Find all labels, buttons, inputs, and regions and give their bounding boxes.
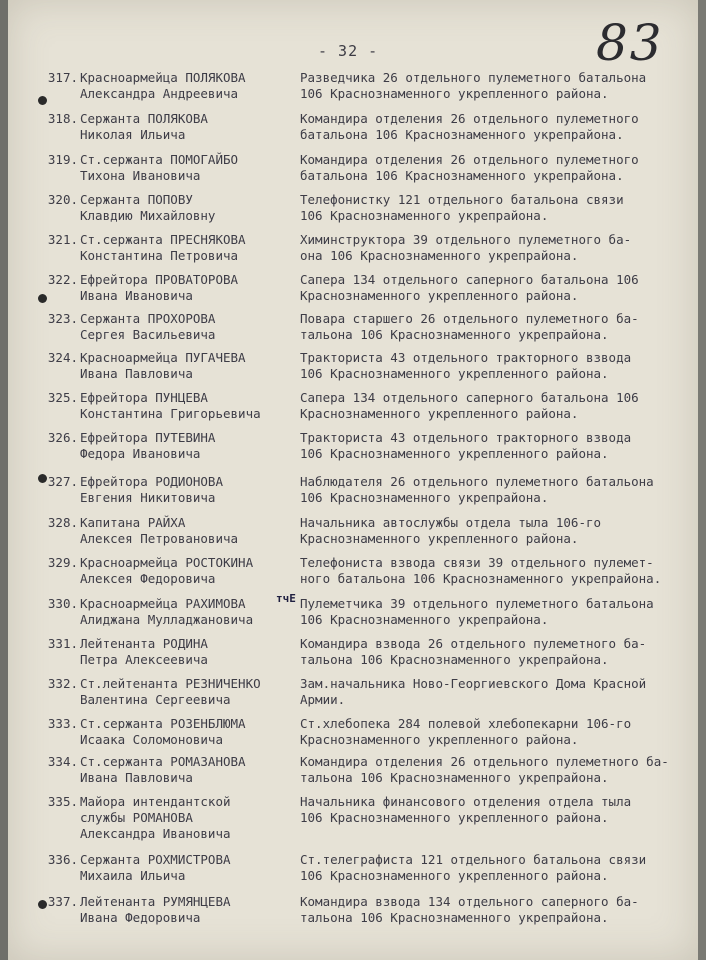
unit-line: батальона 106 Краснознаменного укрепрайона. (300, 168, 624, 183)
entry-number: 337. (47, 894, 78, 909)
unit-line: 106 Краснознаменного укрепрайона. (300, 490, 549, 505)
entry-name (80, 430, 298, 462)
unit-line: Командира взвода 26 отдельного пулеметного ба- (300, 636, 647, 651)
unit-line: тальона 106 Краснознаменного укрепрайона. (300, 910, 609, 925)
award-entry (0, 474, 706, 518)
entry-name (80, 474, 298, 506)
entry-name (80, 70, 298, 102)
name-line: службы РОМАНОВА (80, 810, 193, 825)
unit-line: 106 Краснознаменного укрепленного района. (300, 810, 609, 825)
entry-number: 330. (47, 596, 78, 611)
name-line: Красноармейца ПУГАЧЕВА (80, 350, 246, 365)
entry-unit (300, 474, 696, 506)
award-entry (0, 272, 706, 316)
unit-line: тальона 106 Краснознаменного укрепрайона. (300, 652, 609, 667)
entry-name (80, 852, 298, 884)
entry-unit (300, 311, 696, 343)
name-line: Константина Григорьевича (80, 406, 261, 421)
entry-unit (300, 152, 696, 184)
award-entry (0, 754, 706, 798)
award-entry (0, 515, 706, 559)
entry-unit (300, 350, 696, 382)
handwritten-correction: тчЕ (276, 592, 296, 605)
unit-line: Тракториста 43 отдельного тракторного взвода (300, 430, 632, 445)
unit-line: Краснознаменного укрепленного района. (300, 732, 579, 747)
entry-name (80, 636, 298, 668)
unit-line: Тракториста 43 отдельного тракторного взвода (300, 350, 632, 365)
name-line: Петра Алексеевича (80, 652, 208, 667)
award-entry (0, 350, 706, 394)
name-line: Валентина Сергеевича (80, 692, 231, 707)
name-line: Федора Ивановича (80, 446, 201, 461)
entry-name (80, 515, 298, 547)
name-line: Клавдию Михайловну (80, 208, 216, 223)
entry-unit (300, 716, 696, 748)
name-line: Ивана Павловича (80, 770, 193, 785)
name-line: Тихона Ивановича (80, 168, 201, 183)
name-line: Исаака Соломоновича (80, 732, 223, 747)
entry-number: 334. (47, 754, 78, 769)
entry-unit (300, 852, 696, 884)
entry-unit (300, 232, 696, 264)
entry-name (80, 232, 298, 264)
award-entry (0, 555, 706, 599)
unit-line: Командира взвода 134 отдельного саперного ба- (300, 894, 639, 909)
entry-name (80, 555, 298, 587)
entry-unit (300, 70, 696, 102)
unit-line: она 106 Краснознаменного укрепрайона. (300, 248, 579, 263)
entry-number: 331. (47, 636, 78, 651)
name-line: Михаила Ильича (80, 868, 186, 883)
unit-line: Краснознаменного укрепленного района. (300, 531, 579, 546)
name-line: Николая Ильича (80, 127, 186, 142)
award-entry (0, 596, 706, 640)
name-line: Сержанта ПОПОВУ (80, 192, 193, 207)
name-line: Алиджана Мулладжановича (80, 612, 254, 627)
entry-number: 335. (47, 794, 78, 809)
entry-name (80, 192, 298, 224)
name-line: Константина Петровича (80, 248, 239, 263)
entry-number: 321. (47, 232, 78, 247)
entry-unit (300, 596, 696, 628)
award-entry (0, 152, 706, 196)
unit-line: Пулеметчика 39 отдельного пулеметного батальона (300, 596, 654, 611)
entry-number: 328. (47, 515, 78, 530)
name-line: Красноармейца ПОЛЯКОВА (80, 70, 246, 85)
unit-line: Сапера 134 отдельного саперного батальона 106 (300, 272, 639, 287)
entry-name (80, 311, 298, 343)
name-line: Ефрейтора ПРОВАТОРОВА (80, 272, 239, 287)
award-entry (0, 794, 706, 850)
name-line: Капитана РАЙХА (80, 515, 186, 530)
name-line: Красноармейца РОСТОКИНА (80, 555, 254, 570)
entry-unit (300, 390, 696, 422)
name-line: Сержанта ПРОХОРОВА (80, 311, 216, 326)
unit-line: Повара старшего 26 отдельного пулеметного ба- (300, 311, 639, 326)
name-line: Лейтенанта РОДИНА (80, 636, 208, 651)
unit-line: Командира отделения 26 отдельного пулеметного (300, 111, 639, 126)
unit-line: Командира отделения 26 отдельного пулеметного (300, 152, 639, 167)
name-line: Сержанта ПОЛЯКОВА (80, 111, 208, 126)
entry-name (80, 754, 298, 786)
entry-unit (300, 794, 696, 826)
name-line: Лейтенанта РУМЯНЦЕВА (80, 894, 231, 909)
award-entry (0, 676, 706, 720)
unit-line: Телефониста взвода связи 39 отдельного пулемет- (300, 555, 654, 570)
unit-line: 106 Краснознаменного укрепленного района. (300, 366, 609, 381)
entry-unit (300, 515, 696, 547)
name-line: Сержанта РОХМИСТРОВА (80, 852, 231, 867)
handwritten-page-number: 83 (596, 14, 664, 72)
name-line: Ивана Павловича (80, 366, 193, 381)
name-line: Ефрейтора ПУТЕВИНА (80, 430, 216, 445)
name-line: Алексея Петровановича (80, 531, 239, 546)
entry-unit (300, 754, 696, 786)
award-entry (0, 852, 706, 896)
entry-name (80, 111, 298, 143)
unit-line: Ст.телеграфиста 121 отдельного батальона связи (300, 852, 647, 867)
entry-name (80, 152, 298, 184)
entry-number: 324. (47, 350, 78, 365)
entry-name (80, 894, 298, 926)
name-line: Александра Андреевича (80, 86, 239, 101)
entry-name (80, 350, 298, 382)
page-number: - 32 - (318, 42, 379, 60)
name-line: Красноармейца РАХИМОВА (80, 596, 246, 611)
unit-line: Наблюдателя 26 отдельного пулеметного батальона (300, 474, 654, 489)
award-entry (0, 430, 706, 474)
unit-line: тальона 106 Краснознаменного укрепрайона. (300, 770, 609, 785)
name-line: Ст.сержанта РОЗЕНБЛЮМА (80, 716, 246, 731)
entry-unit (300, 676, 696, 708)
award-entry (0, 894, 706, 938)
unit-line: 106 Краснознаменного укрепленного района. (300, 868, 609, 883)
entry-number: 333. (47, 716, 78, 731)
entry-number: 319. (47, 152, 78, 167)
name-line: Ст.сержанта ПРЕСНЯКОВА (80, 232, 246, 247)
entry-unit (300, 192, 696, 224)
entry-unit (300, 272, 696, 304)
unit-line: тальона 106 Краснознаменного укрепрайона. (300, 327, 609, 342)
entry-unit (300, 555, 696, 587)
unit-line: Начальника финансового отделения отдела тыла (300, 794, 632, 809)
unit-line: Разведчика 26 отдельного пулеметного батальона (300, 70, 647, 85)
entry-number: 317. (47, 70, 78, 85)
entry-number: 326. (47, 430, 78, 445)
entry-number: 329. (47, 555, 78, 570)
entry-name (80, 794, 298, 842)
unit-line: Начальника автослужбы отдела тыла 106-го (300, 515, 602, 530)
unit-line: 106 Краснознаменного укрепрайона. (300, 208, 549, 223)
name-line: Майора интендантской (80, 794, 231, 809)
unit-line: 106 Краснознаменного укрепленного района. (300, 446, 609, 461)
award-entry (0, 390, 706, 434)
unit-line: Сапера 134 отдельного саперного батальона 106 (300, 390, 639, 405)
unit-line: Зам.начальника Ново-Георгиевского Дома Красной (300, 676, 647, 691)
unit-line: ного батальона 106 Краснознаменного укрепрайона. (300, 571, 662, 586)
entry-unit (300, 636, 696, 668)
award-entry (0, 636, 706, 680)
name-line: Ст.сержанта ПОМОГАЙБО (80, 152, 239, 167)
entry-unit (300, 894, 696, 926)
entry-name (80, 716, 298, 748)
entry-name (80, 596, 298, 628)
award-entry (0, 111, 706, 155)
name-line: Ст.лейтенанта РЕЗНИЧЕНКО (80, 676, 261, 691)
entry-number: 327. (47, 474, 78, 489)
entry-number: 336. (47, 852, 78, 867)
entry-number: 318. (47, 111, 78, 126)
unit-line: Краснознаменного укрепленного района. (300, 288, 579, 303)
name-line: Алексея Федоровича (80, 571, 216, 586)
award-entry (0, 232, 706, 276)
award-entry (0, 192, 706, 236)
award-entry (0, 70, 706, 114)
unit-line: 106 Краснознаменного укрепленного района. (300, 86, 609, 101)
entry-name (80, 390, 298, 422)
unit-line: Краснознаменного укрепленного района. (300, 406, 579, 421)
name-line: Ст.сержанта РОМАЗАНОВА (80, 754, 246, 769)
unit-line: Армии. (300, 692, 346, 707)
entry-unit (300, 430, 696, 462)
unit-line: батальона 106 Краснознаменного укрепрайона. (300, 127, 624, 142)
name-line: Евгения Никитовича (80, 490, 216, 505)
entry-number: 320. (47, 192, 78, 207)
entry-number: 323. (47, 311, 78, 326)
name-line: Ивана Ивановича (80, 288, 193, 303)
entry-unit (300, 111, 696, 143)
entry-number: 322. (47, 272, 78, 287)
name-line: Ефрейтора ПУНЦЕВА (80, 390, 208, 405)
entry-number: 325. (47, 390, 78, 405)
unit-line: Химинструктора 39 отдельного пулеметного ба- (300, 232, 632, 247)
name-line: Ефрейтора РОДИОНОВА (80, 474, 223, 489)
unit-line: 106 Краснознаменного укрепрайона. (300, 612, 549, 627)
unit-line: Командира отделения 26 отдельного пулеметного ба- (300, 754, 669, 769)
name-line: Александра Ивановича (80, 826, 231, 841)
entry-number: 332. (47, 676, 78, 691)
unit-line: Ст.хлебопека 284 полевой хлебопекарни 106-го (300, 716, 632, 731)
award-entry (0, 311, 706, 355)
entry-name (80, 272, 298, 304)
entry-name (80, 676, 298, 708)
unit-line: Телефонистку 121 отдельного батальона связи (300, 192, 624, 207)
name-line: Сергея Васильевича (80, 327, 216, 342)
name-line: Ивана Федоровича (80, 910, 201, 925)
